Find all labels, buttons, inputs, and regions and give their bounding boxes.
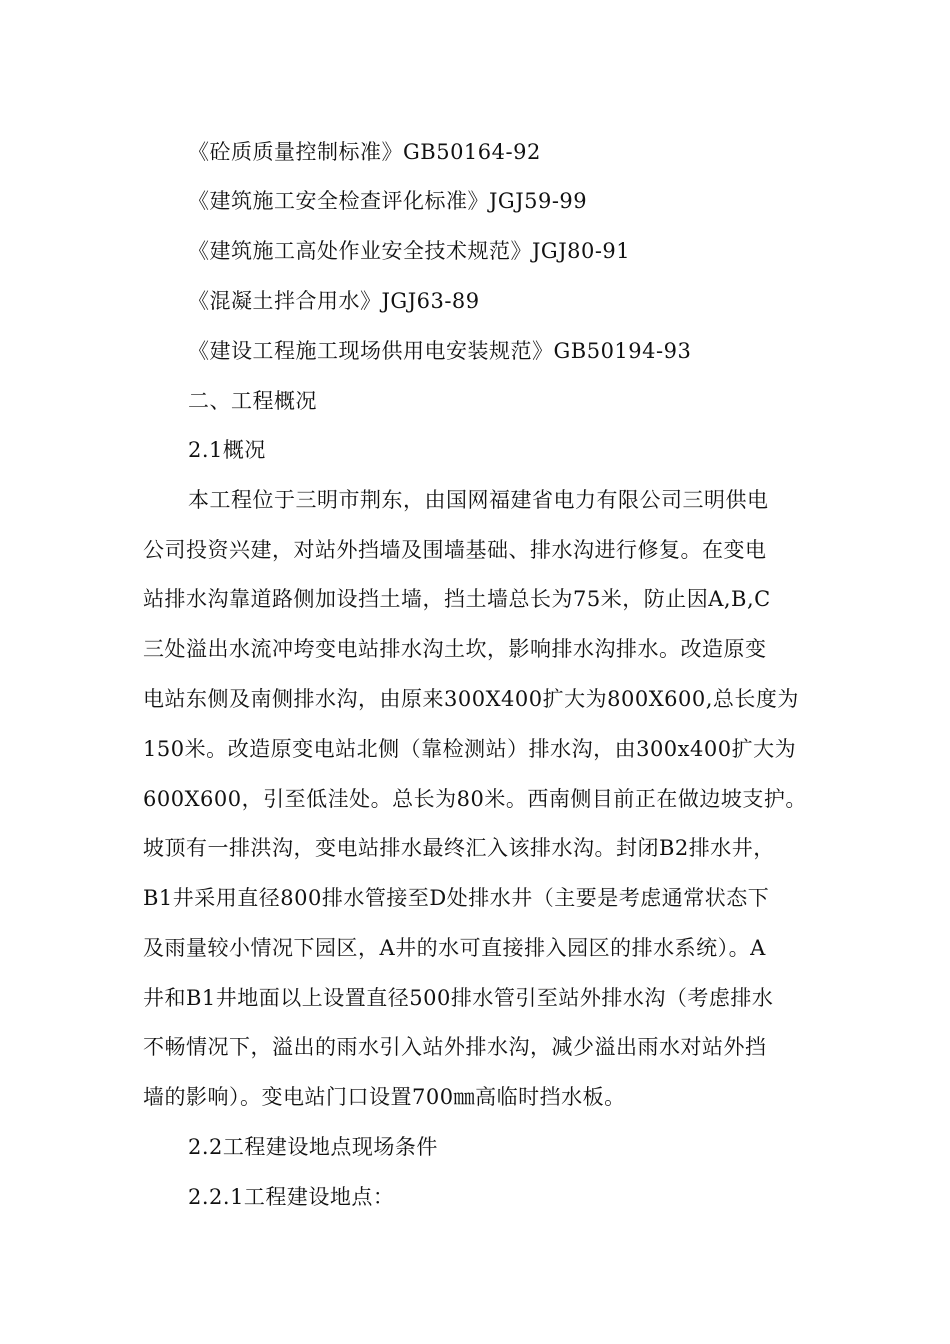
- paragraph-line: 坡顶有一排洪沟，变电站排水最终汇入该排水沟。封闭B2排水井，: [143, 836, 775, 860]
- standard-item: 《建设工程施工现场供用电安装规范》GB50194-93: [188, 339, 692, 363]
- paragraph-line: B1井采用直径800排水管接至D处排水井（主要是考虑通常状态下: [143, 886, 770, 910]
- standard-item: 《砼质质量控制标准》GB50164-92: [188, 140, 541, 164]
- paragraph-line: 站排水沟靠道路侧加设挡土墙，挡土墙总长为75米，防止因A,B,C: [143, 587, 771, 611]
- subsection-heading: 2.1概况: [188, 438, 266, 462]
- paragraph-line: 三处溢出水流冲垮变电站排水沟土坎，影响排水沟排水。改造原变: [143, 637, 767, 661]
- paragraph-line: 公司投资兴建，对站外挡墙及围墙基础、排水沟进行修复。在变电: [143, 538, 767, 562]
- subsection-heading: 2.2.1工程建设地点：: [188, 1185, 395, 1209]
- paragraph-line: 井和B1井地面以上设置直径500排水管引至站外排水沟（考虑排水: [143, 986, 774, 1010]
- paragraph-line: 电站东侧及南侧排水沟，由原来300X400扩大为800X600,总长度为: [143, 687, 799, 711]
- section-title: 二、工程概况: [188, 389, 317, 413]
- paragraph-line: 本工程位于三明市荆东，由国网福建省电力有限公司三明供电: [188, 488, 769, 512]
- paragraph-line: 600X600，引至低洼处。总长为80米。西南侧目前正在做边坡支护。: [143, 787, 807, 811]
- standard-item: 《建筑施工高处作业安全技术规范》JGJ80-91: [188, 239, 631, 263]
- paragraph-line: 及雨量较小情况下园区，A井的水可直接排入园区的排水系统）。A: [143, 936, 766, 960]
- standard-item: 《建筑施工安全检查评化标准》JGJ59-99: [188, 189, 588, 213]
- paragraph-line: 150米。改造原变电站北侧（靠检测站）排水沟，由300x400扩大为: [143, 737, 797, 761]
- subsection-heading: 2.2工程建设地点现场条件: [188, 1135, 438, 1159]
- paragraph-line: 墙的影响）。变电站门口设置700㎜高临时挡水板。: [143, 1085, 626, 1109]
- paragraph-line: 不畅情况下，溢出的雨水引入站外排水沟，减少溢出雨水对站外挡: [143, 1035, 767, 1059]
- standard-item: 《混凝土拌合用水》JGJ63-89: [188, 289, 480, 313]
